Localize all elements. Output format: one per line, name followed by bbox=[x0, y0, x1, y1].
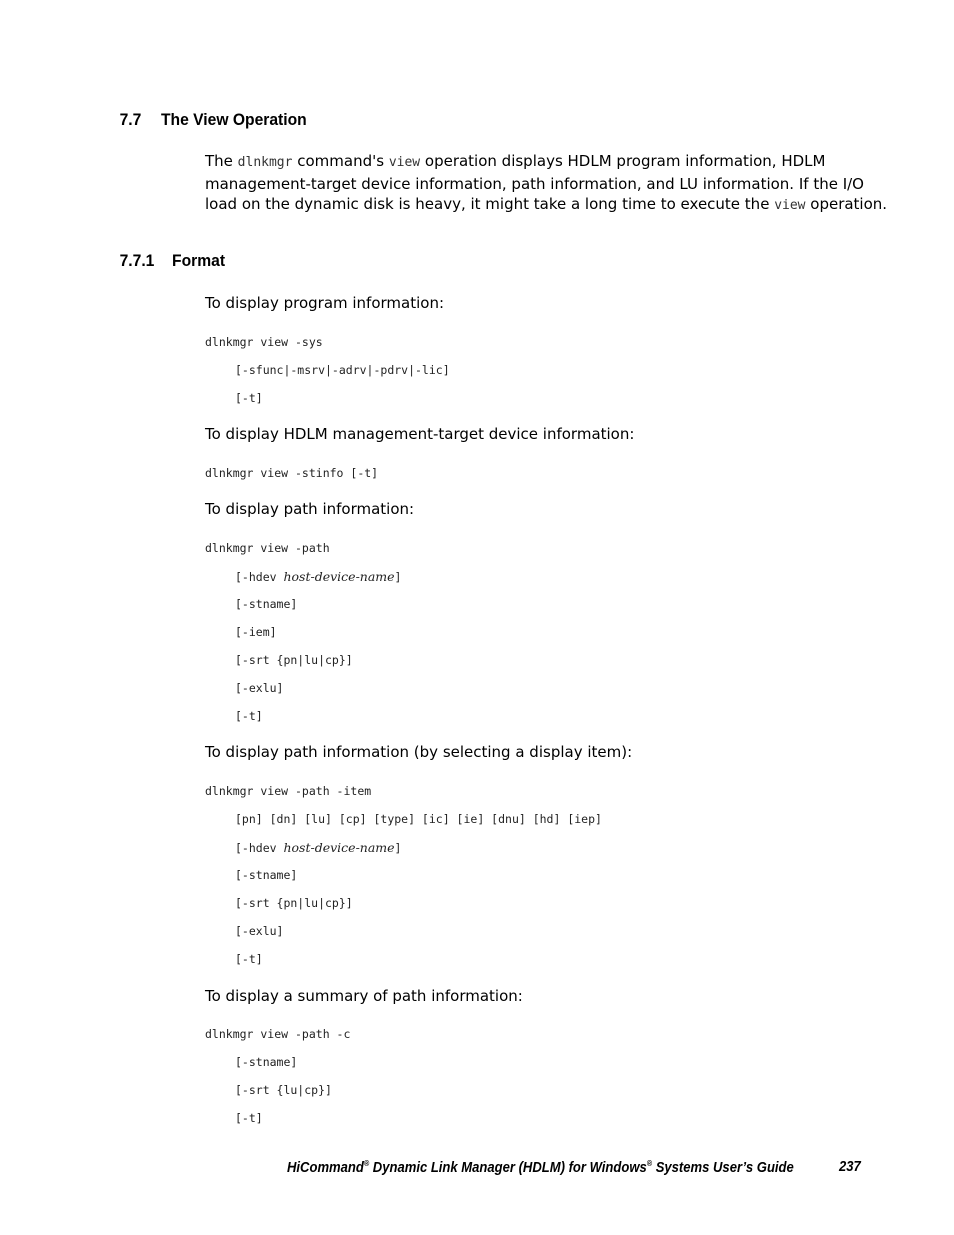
footer-text: HiCommand bbox=[287, 1159, 364, 1176]
code-line: [-srt {pn|lu|cp}] bbox=[235, 896, 353, 910]
section-number: 7.7 bbox=[119, 110, 142, 129]
code-line: [pn] [dn] [lu] [cp] [type] [ic] [ie] [dnu] [hd] [iep] bbox=[235, 812, 602, 826]
code-line: [-t] bbox=[235, 952, 263, 966]
code-line bbox=[235, 569, 401, 584]
code-line: [-t] bbox=[235, 709, 263, 723]
code-line: dlnkmgr view -path bbox=[205, 541, 330, 555]
code-argument: host-device-name bbox=[283, 569, 395, 584]
code-token: ] bbox=[394, 841, 402, 855]
footer-title bbox=[287, 1159, 794, 1176]
intro-text: command's bbox=[292, 152, 389, 170]
subsection-number: 7.7.1 bbox=[119, 251, 155, 270]
block-label-path: To display path information: bbox=[205, 500, 415, 518]
inline-code: dlnkmgr bbox=[237, 155, 293, 170]
code-line: [-sfunc|-msrv|-adrv|-pdrv|-lic] bbox=[235, 363, 450, 377]
code-line bbox=[235, 840, 401, 855]
block-label-sys: To display program information: bbox=[205, 294, 445, 312]
code-argument: host-device-name bbox=[283, 840, 395, 855]
intro-line-2: management-target device information, path information, and LU information. If the I/O bbox=[205, 174, 864, 193]
registered-mark: ® bbox=[363, 1159, 370, 1168]
intro-line-1 bbox=[205, 151, 887, 174]
code-line: [-stname] bbox=[235, 868, 298, 882]
intro-paragraph bbox=[205, 151, 887, 217]
code-line: [-exlu] bbox=[235, 681, 284, 695]
block-label-stinfo: To display HDLM management-target device information: bbox=[205, 425, 635, 443]
code-line: dlnkmgr view -path -c bbox=[205, 1027, 351, 1041]
code-line: [-srt {pn|lu|cp}] bbox=[235, 653, 353, 667]
page-number: 237 bbox=[839, 1159, 861, 1175]
intro-text: The bbox=[205, 152, 238, 170]
code-token: [-hdev bbox=[235, 841, 284, 855]
inline-code: view bbox=[774, 198, 806, 213]
footer-text: Dynamic Link Manager (HDLM) for Windows bbox=[369, 1159, 647, 1176]
code-line: [-exlu] bbox=[235, 924, 284, 938]
footer-text: Systems User’s Guide bbox=[652, 1159, 794, 1176]
inline-code: view bbox=[388, 155, 421, 170]
intro-line-3 bbox=[205, 194, 887, 217]
code-line: dlnkmgr view -stinfo [-t] bbox=[205, 466, 379, 480]
subsection-heading bbox=[0, 251, 878, 273]
block-label-item: To display path information (by selecting a display item): bbox=[205, 743, 633, 761]
code-line: [-t] bbox=[235, 1111, 263, 1125]
code-token: ] bbox=[394, 570, 402, 584]
intro-text: operation displays HDLM program information, HDLM bbox=[420, 152, 826, 170]
code-line: dlnkmgr view -sys bbox=[205, 335, 323, 349]
code-line: [-srt {lu|cp}] bbox=[235, 1083, 332, 1097]
code-line: [-t] bbox=[235, 391, 263, 405]
intro-text: load on the dynamic disk is heavy, it might take a long time to execute the bbox=[205, 195, 775, 213]
subsection-title: Format bbox=[172, 251, 226, 270]
section-title: The View Operation bbox=[161, 110, 307, 129]
code-line: [-iem] bbox=[235, 625, 277, 639]
section-heading bbox=[0, 110, 878, 132]
code-line: dlnkmgr view -path -item bbox=[205, 784, 372, 798]
code-line: [-stname] bbox=[235, 1055, 298, 1069]
code-token: [-hdev bbox=[235, 570, 284, 584]
block-label-summary: To display a summary of path information: bbox=[205, 987, 523, 1005]
registered-mark: ® bbox=[646, 1159, 653, 1168]
intro-text: operation. bbox=[805, 195, 888, 213]
code-line: [-stname] bbox=[235, 597, 298, 611]
